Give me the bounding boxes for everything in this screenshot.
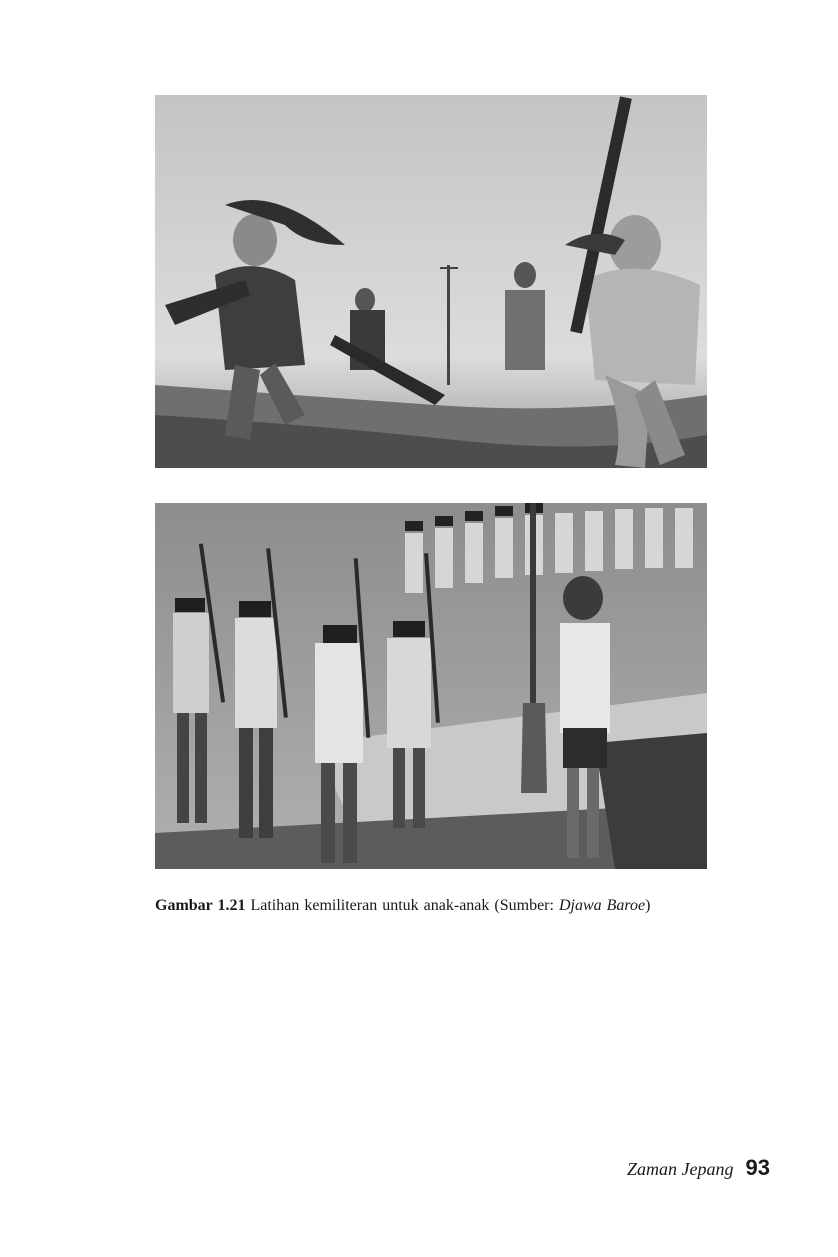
figure-caption-source: Djawa Baroe <box>558 897 646 914</box>
page-number: 93 <box>745 1155 770 1180</box>
photo-marching-image <box>155 503 707 869</box>
figure-label: Gambar 1.21 <box>155 897 246 914</box>
photo-children-running <box>155 95 707 468</box>
page-footer <box>627 1155 770 1189</box>
photo-running-image <box>155 95 707 468</box>
running-title: Zaman Jepang <box>627 1159 734 1179</box>
figure-caption-text: Latihan kemiliteran untuk anak-anak (Sumber: <box>250 897 559 914</box>
figure-caption <box>155 895 715 917</box>
photo-children-marching <box>155 503 707 869</box>
figure-caption-close: ) <box>645 897 651 914</box>
